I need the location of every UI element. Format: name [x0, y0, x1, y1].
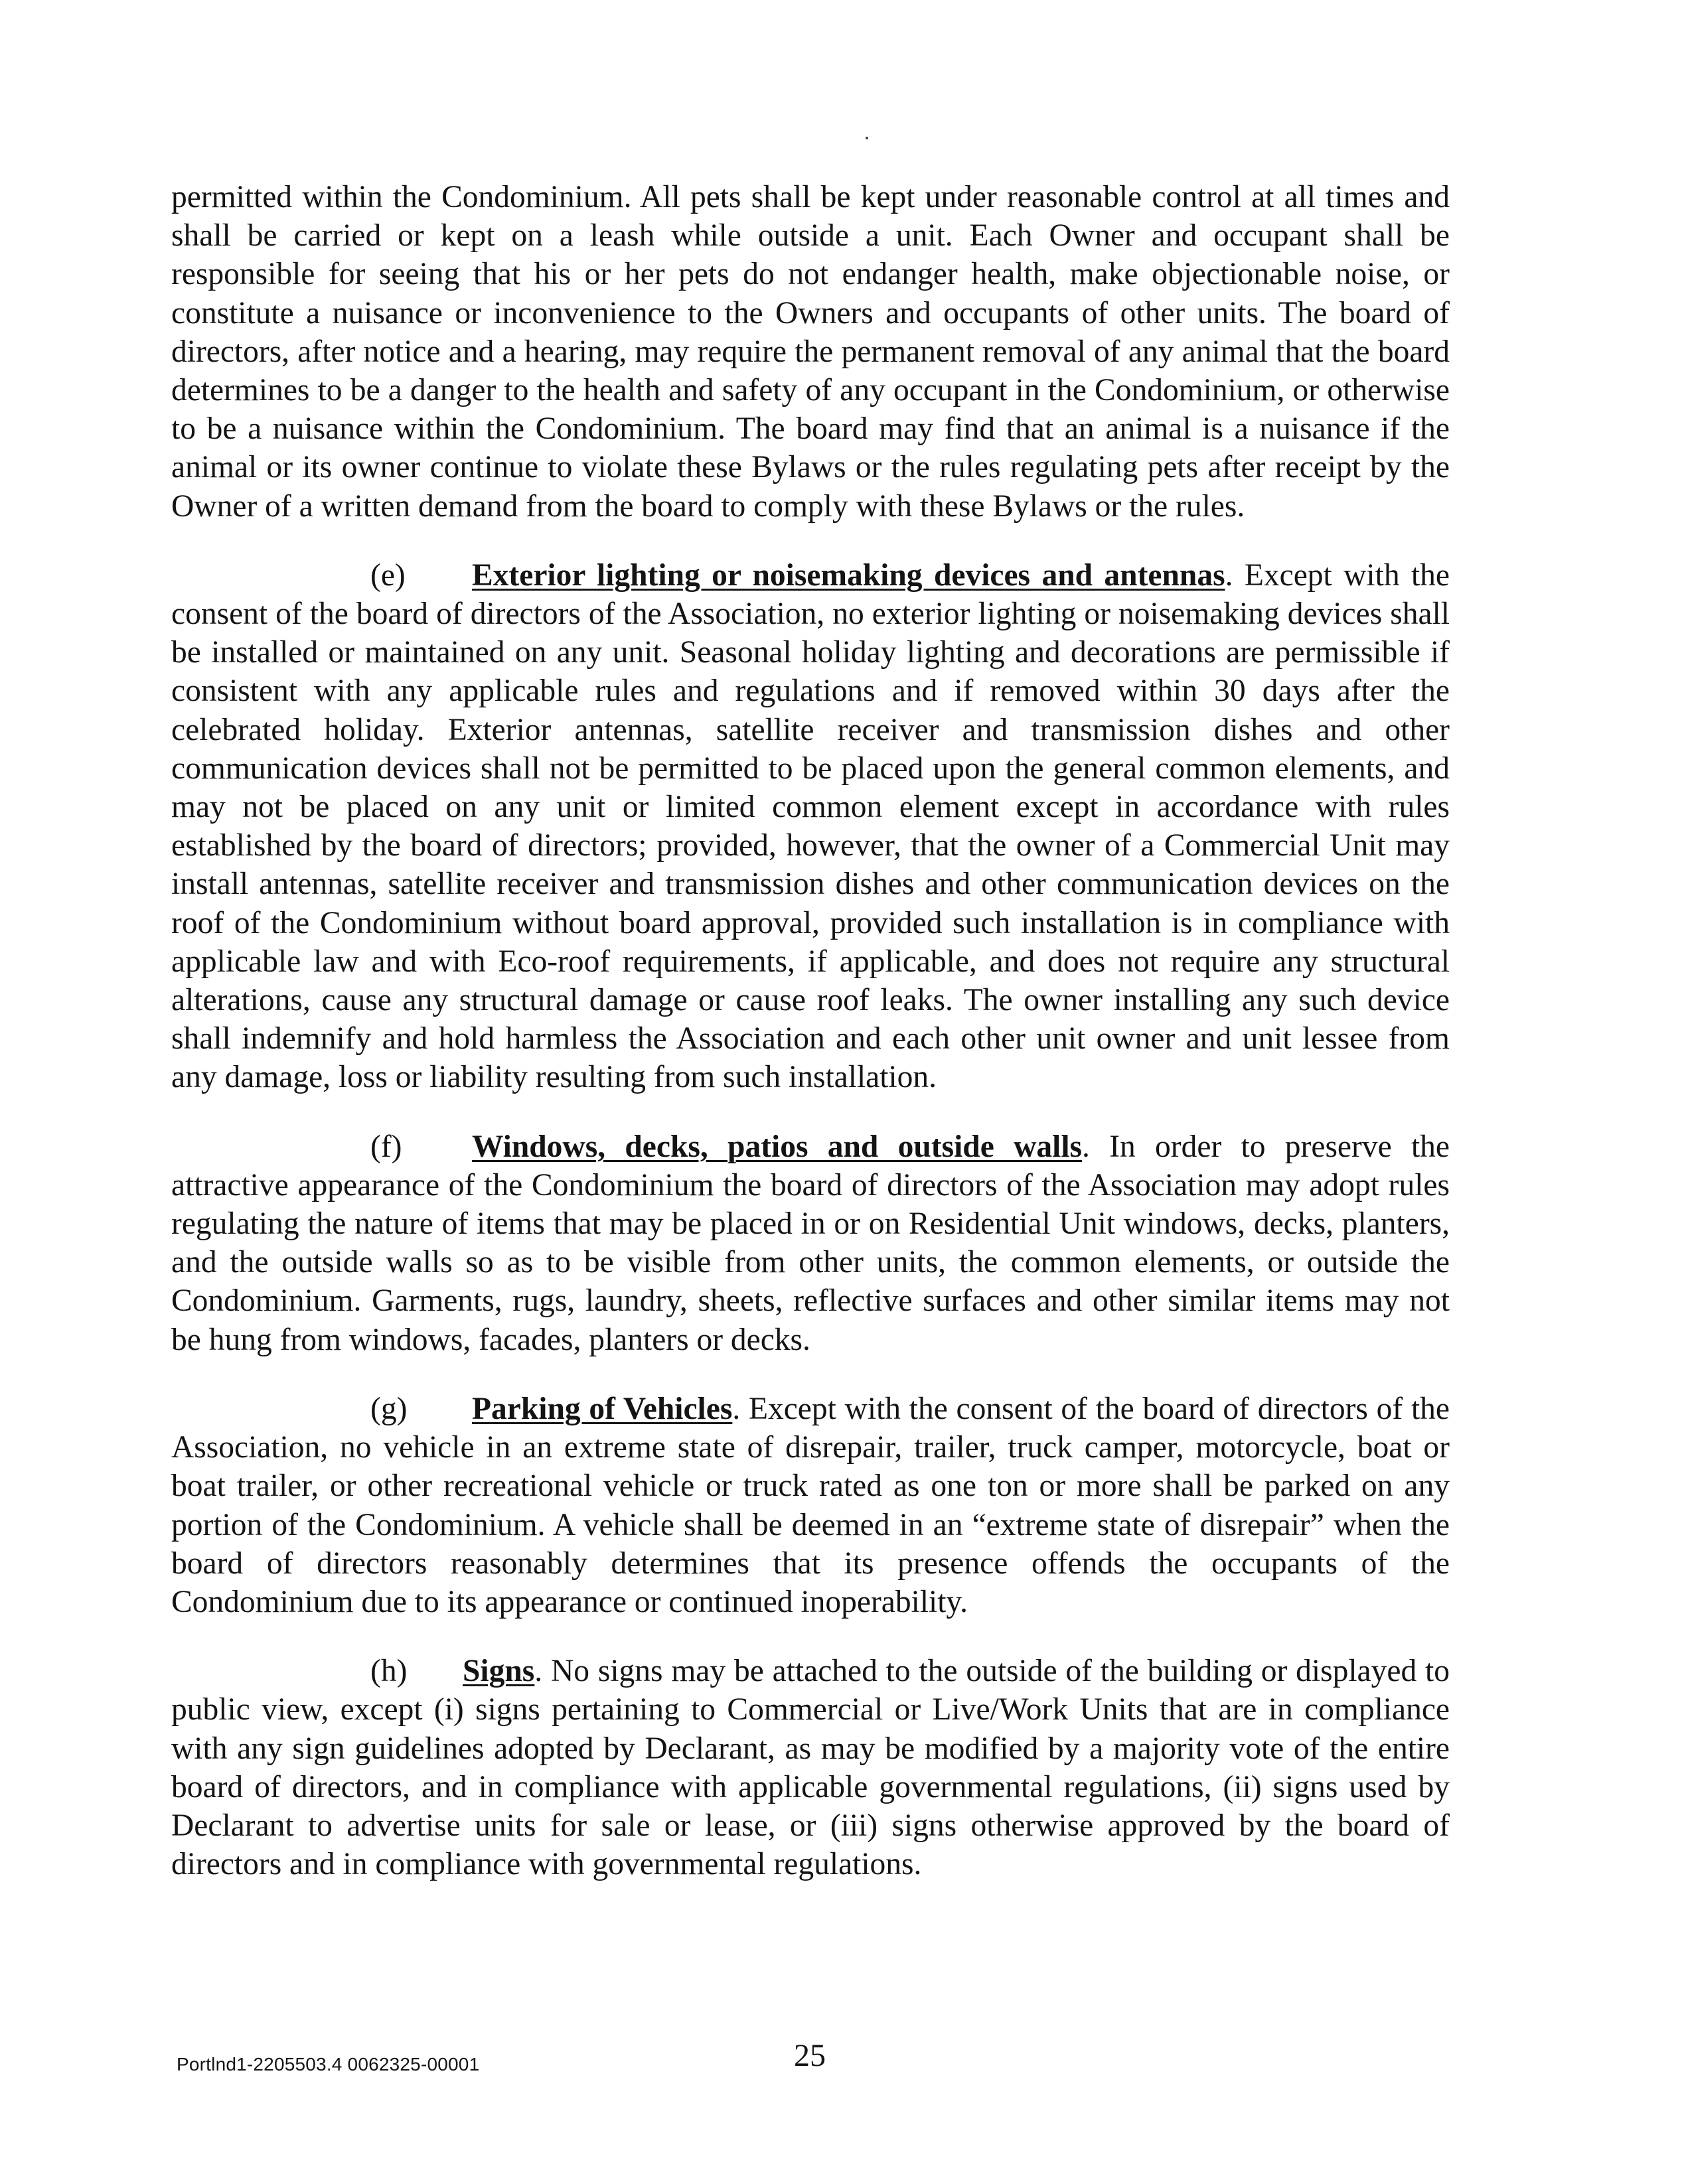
section-heading: Exterior lighting or noisemaking devices and antennas — [472, 557, 1225, 593]
section-h — [171, 1652, 1450, 1883]
section-number: (e) — [370, 557, 406, 593]
section-number: (g) — [370, 1391, 408, 1426]
heading-terminator: . — [1225, 557, 1233, 593]
intro-paragraph — [171, 178, 1450, 526]
heading-terminator: . — [1082, 1129, 1090, 1164]
section-heading: Parking of Vehicles — [472, 1391, 733, 1426]
section-f — [171, 1128, 1450, 1359]
scan-speck — [866, 137, 868, 139]
section-number: (h) — [370, 1654, 408, 1689]
heading-terminator: . — [534, 1654, 543, 1689]
section-number: (f) — [370, 1129, 402, 1164]
section-e — [171, 556, 1450, 1097]
page-number: 25 — [794, 2038, 826, 2073]
footer-doc-id: Portlnd1-2205503.4 0062325-00001 — [177, 2054, 480, 2075]
intro-paragraph-text: permitted within the Condominium. All pets shall be kept under reasonable control at all times and shall be carried or kept on a leash while outside a unit. Each Owner and occupant shall be responsible for seeing that his or her pets do not endanger health, make objectionable noise, or constitute a nuisance or inconvenience to the Owners and occupants of other units. The board of directors, after notice and a hearing, may require the permanent removal of any animal that the board determines to be a danger to the health and safety of any occupant in the Condominium, or otherwise to be a nuisance within the Condominium. The board may find that an animal is a nuisance if the animal or its owner continue to violate these Bylaws or the rules regulating pets after receipt by the Owner of a written demand from the board to comply with these Bylaws or the rules. — [171, 180, 1450, 524]
document-body — [171, 178, 1450, 1883]
section-text: Except with the consent of the board of directors of the Association, no exterior lighting or noisemaking devices shall be installed or maintained on any unit. Seasonal holiday lighting and decorations are permissible if consistent with any applicable rules and regulations and if removed within 30 days after the celebrated holiday. Exterior antennas, satellite receiver and transmission dishes and other communication devices shall not be permitted to be placed upon the general common elements, and may not be placed on any unit or limited common element except in accordance with rules established by the board of directors; provided, however, that the owner of a Commercial Unit may install antennas, satellite receiver and transmission dishes and other communication devices on the roof of the Condominium without board approval, provided such installation is in compliance with applicable law and with Eco-roof requirements, if applicable, and does not require any structural alterations, cause any structural damage or cause roof leaks. The owner installing any such device shall indemnify and hold harmless the Association and each other unit owner and unit lessee from any damage, loss or liability resulting from such installation. — [171, 557, 1450, 1095]
section-heading: Signs — [463, 1654, 535, 1689]
heading-terminator: . — [732, 1391, 741, 1426]
section-text: In order to preserve the attractive appearance of the Condominium the board of directors of the Association may adopt rules regulating the nature of items that may be placed in or on Residential Unit windows, decks, planters, and the outside walls so as to be visible from other units, the common elements, or outside the Condominium. Garments, rugs, laundry, sheets, reflective surfaces and other similar items may not be hung from windows, facades, planters or decks. — [171, 1129, 1450, 1357]
section-text: Except with the consent of the board of directors of the Association, no vehicle in an extreme state of disrepair, trailer, truck camper, motorcycle, boat or boat trailer, or other recreational vehicle or truck rated as one ton or more shall be parked on any portion of the Condominium. A vehicle shall be deemed in an “extreme state of disrepair” when the board of directors reasonably determines that its presence offends the occupants of the Condominium due to its appearance or continued inoperability. — [171, 1391, 1450, 1619]
section-g — [171, 1390, 1450, 1621]
section-text: No signs may be attached to the outside of the building or displayed to public view, except (i) signs pertaining to Commercial or Live/Work Units that are in compliance with any sign guidelines adopted by Declarant, as may be modified by a majority vote of the entire board of directors, and in compliance with applicable governmental regulations, (ii) signs used by Declarant to advertise units for sale or lease, or (iii) signs otherwise approved by the board of directors and in compliance with governmental regulations. — [171, 1654, 1450, 1882]
section-heading: Windows, decks, patios and outside walls — [472, 1129, 1083, 1164]
